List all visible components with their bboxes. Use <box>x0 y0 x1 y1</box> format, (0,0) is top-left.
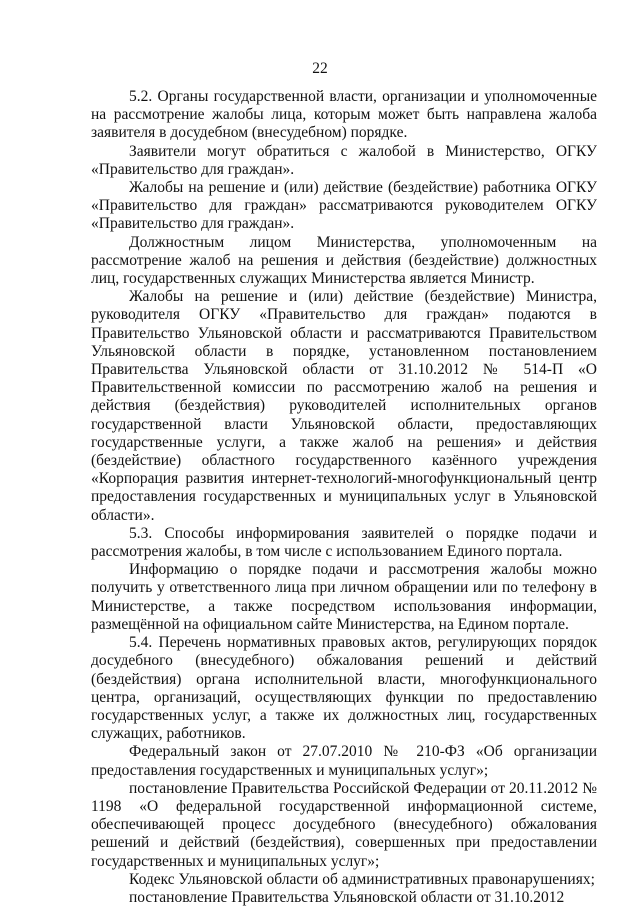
paragraph-5-4-heading: 5.4. Перечень нормативных правовых актов, регулирующих порядок досудебного (внесудебного) обжалования решений и действий (бездействия) органа исполнительной власти, многофункционального центра, организаций, осуществляющих функции по предоставлению государственных услуг, а также их должностных лиц, государственных служащих, работников. <box>91 634 597 743</box>
page-number: 22 <box>312 60 328 77</box>
paragraph-applicants: Заявители могут обратиться с жалобой в Министерство, ОГКУ «Правительство для граждан». <box>91 142 597 178</box>
paragraph-ogku-complaints: Жалобы на решение и (или) действие (бездействие) работника ОГКУ «Правительство для граждан» рассматриваются руководителем ОГКУ «Правительство для граждан». <box>91 179 597 233</box>
paragraph-ulyanovsk-resolution: постановление Правительства Ульяновской области от 31.10.2012 <box>129 888 565 906</box>
paragraph-government-resolution: постановление Правительства Российской Федерации от 20.11.2012 № 1198 «О федеральной государственной информационной системе, обеспечивающей процесс досудебного (внесудебного) обжалования решений и действий (бездействия), совершенных при предоставлении государственных и муниципальных услуг»; <box>91 779 597 870</box>
paragraph-5-2-heading: 5.2. Органы государственной власти, организации и уполномоченные на рассмотрение жалобы лица, которым может быть направлена жалоба заявителя в досудебном (внесудебном) порядке. <box>91 88 597 142</box>
paragraph-code: Кодекс Ульяновской области об административных правонарушениях; <box>129 870 595 888</box>
body-text <box>91 88 597 907</box>
paragraph-federal-law: Федеральный закон от 27.07.2010 № 210-ФЗ «Об организации предоставления государственных и муниципальных услуг»; <box>91 743 597 779</box>
paragraph-information: Информацию о порядке подачи и рассмотрения жалобы можно получить у ответственного лица при личном обращении или по телефону в Министерстве, а также посредством использования информации, размещённой на официальном сайте Министерства, на Едином портале. <box>91 561 597 633</box>
paragraph-5-3-heading: 5.3. Способы информирования заявителей о порядке подачи и рассмотрения жалобы, в том числе с использованием Единого портала. <box>91 524 597 561</box>
paragraph-official: Должностным лицом Министерства, уполномоченным на рассмотрение жалоб на решения и действия (бездействие) должностных лиц, государственных служащих Министерства является Министр. <box>91 233 597 288</box>
paragraph-minister-complaints: Жалобы на решение и (или) действие (бездействие) Министра, руководителя ОГКУ «Правительство для граждан» подаются в Правительство Ульяновской области и рассматриваются Правительством Ульяновской области в порядке, установленном постановлением Правительства Ульяновской области от 31.10.2012 № 514-П «О Правительственной комиссии по рассмотрению жалоб на решения и действия (бездействия) руководителей исполнительных органов государственной власти Ульяновской области, предоставляющих государственные услуги, а также жалоб на решения» и действия (бездействие) областного государственного казённого учреждения «Корпорация развития интернет-технологий-многофункциональный центр предоставления государственных и муниципальных услуг в Ульяновской области». <box>91 288 597 524</box>
